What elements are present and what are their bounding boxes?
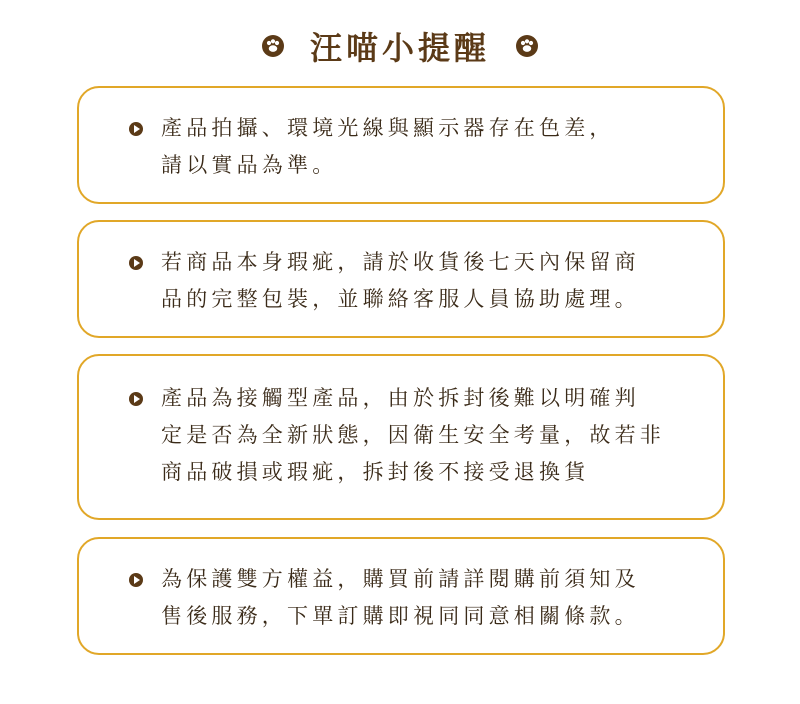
notice-text: 產品為接觸型產品，由於拆封後難以明確判 定是否為全新狀態，因衛生安全考量，故若非 商品破損或瑕疵，拆封後不接受退換貨: [161, 386, 665, 484]
page-title: 汪喵小提醒: [309, 29, 490, 67]
notice-text: 若商品本身瑕疵，請於收貨後七天內保留商 品的完整包裝，並聯絡客服人員協助處理。: [161, 250, 640, 311]
header: [0, 18, 800, 74]
notice-card-1: [77, 86, 725, 204]
notice-text: 為保護雙方權益，購買前請詳閱購前須知及 售後服務，下單訂購即視同同意相關條款。: [161, 567, 640, 628]
notice-text: 產品拍攝、環境光線與顯示器存在色差， 請以實品為準。: [161, 116, 615, 177]
play-bullet-icon: [129, 122, 143, 136]
play-bullet-icon: [129, 392, 143, 406]
play-bullet-icon: [129, 573, 143, 587]
notice-card-3: [77, 354, 725, 520]
paw-icon-left: [262, 35, 284, 57]
notice-card-2: [77, 220, 725, 338]
notice-card-4: [77, 537, 725, 655]
play-bullet-icon: [129, 256, 143, 270]
paw-icon-right: [516, 35, 538, 57]
